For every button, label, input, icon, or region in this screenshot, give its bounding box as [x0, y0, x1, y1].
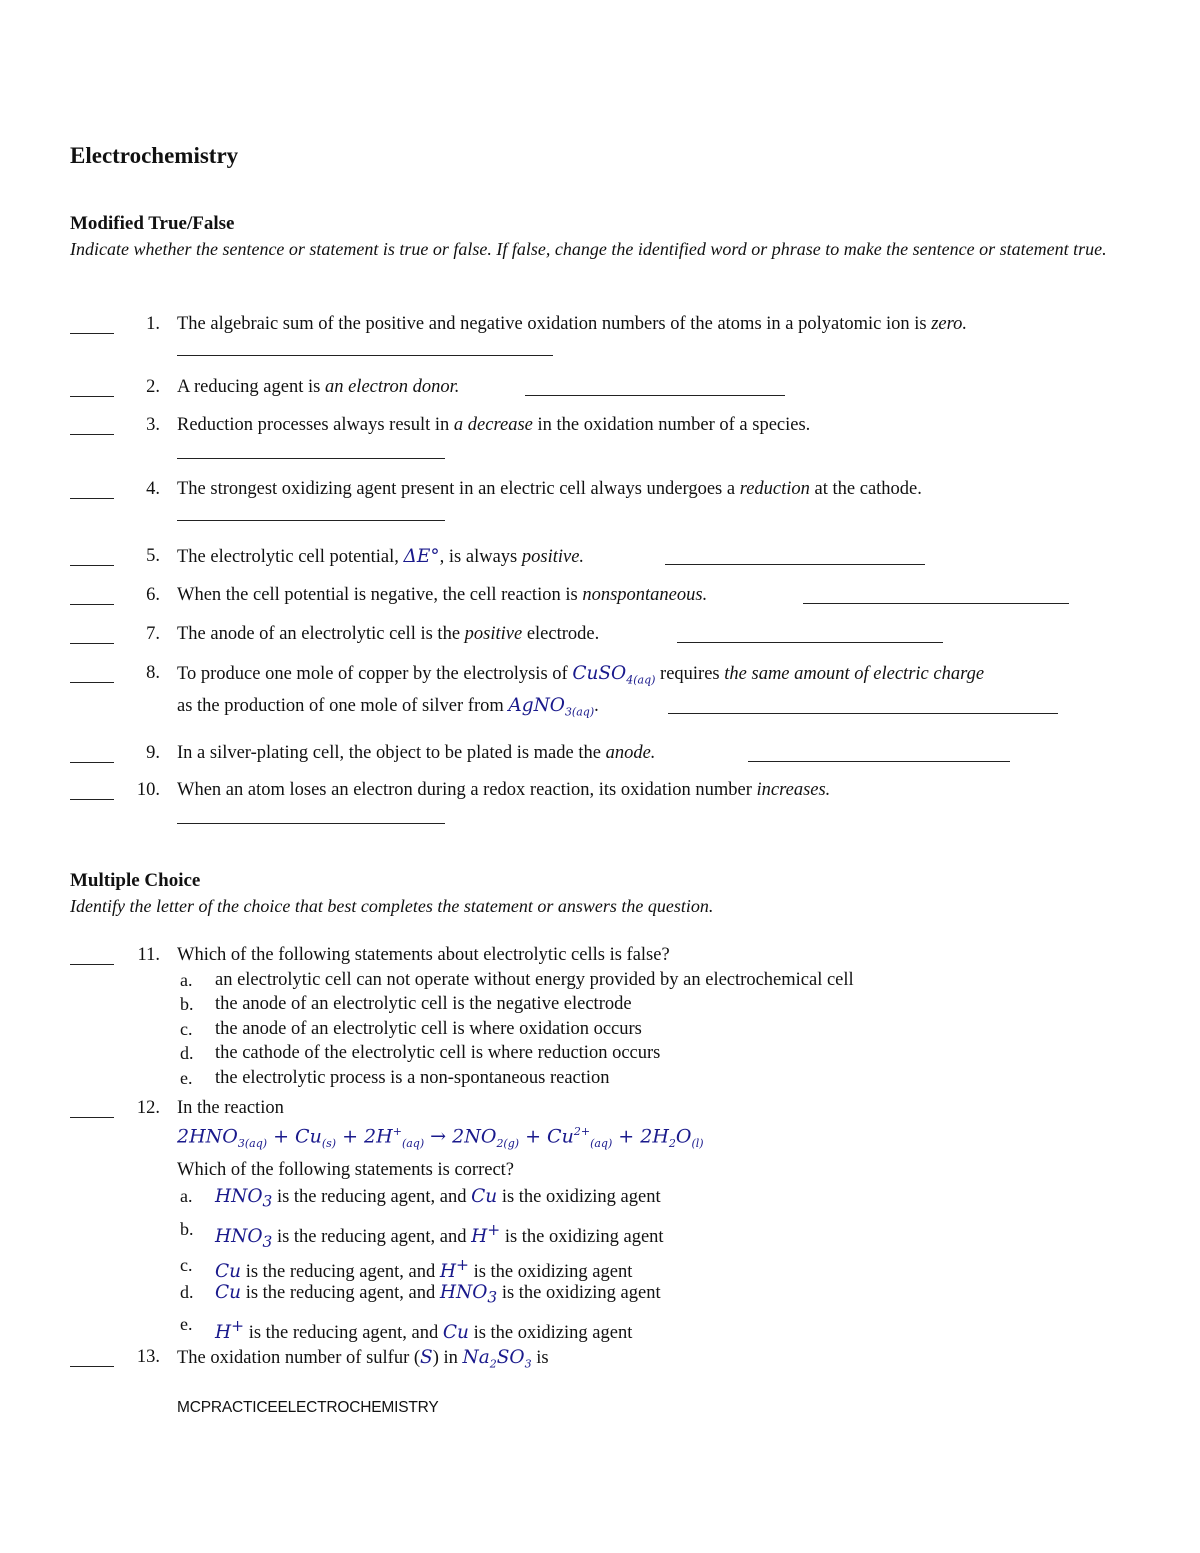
choice-letter: e. [180, 1314, 193, 1334]
formula-na2so3: $Na_2SO_3$ [462, 1347, 532, 1371]
correction-blank-2[interactable] [525, 395, 785, 396]
question-number: 6. [146, 585, 160, 605]
question-number: 7. [146, 624, 160, 644]
question-text-7: The anode of an electrolytic cell is the positive electrode. [177, 624, 600, 644]
page-title: Electrochemistry [70, 143, 239, 168]
section-instructions: Indicate whether the sentence or statement is true or false. If false, change the identified word or phrase to make the sentence or statement true. [70, 239, 1107, 259]
question-text-1: The algebraic sum of the positive and negative oxidation numbers of the atoms in a polyatomic ion is zero. [177, 314, 968, 334]
choice-text[interactable]: Cu is the reducing agent, and $HNO_3$ is the oxidizing agent [215, 1282, 661, 1307]
delta-e-symbol: ΔE° [403, 546, 440, 567]
correction-blank-3[interactable] [177, 458, 445, 459]
choice-letter: d. [180, 1043, 194, 1063]
question-text-4: The strongest oxidizing agent present in an electric cell always undergoes a reduction at the cathode. [177, 479, 922, 499]
choice-text[interactable]: $HNO_3$ is the reducing agent, and H+ is the oxidizing agent [215, 1221, 664, 1251]
section-heading-multiple-choice: Multiple Choice [70, 870, 201, 891]
correction-blank-5[interactable] [665, 564, 925, 565]
formula-agno3: AgNO$_{3(aq)}$ [508, 695, 595, 719]
answer-blank-2[interactable] [70, 396, 114, 397]
question-text-5: The electrolytic cell potential, ΔE°, is always positive. [177, 546, 585, 567]
question-text-2: A reducing agent is an electron donor. [177, 377, 460, 397]
correction-blank-1[interactable] [177, 355, 553, 356]
question-stem-12: In the reaction [177, 1098, 284, 1118]
reaction-equation: $2HNO_{3(aq)} + Cu_{(s)} + 2H^+_{(aq)} \to 2NO_{2(g)} + Cu^{2+}_{(aq)} + 2H_2O_{(l)}$ [177, 1125, 704, 1151]
answer-blank-8[interactable] [70, 682, 114, 683]
answer-blank-5[interactable] [70, 565, 114, 566]
answer-blank-4[interactable] [70, 498, 114, 499]
question-number: 4. [146, 479, 160, 499]
answer-blank-11[interactable] [70, 964, 114, 965]
question-stem-13: The oxidation number of sulfur (S) in $Na_2SO_3$ is [177, 1347, 549, 1371]
question-number: 2. [146, 377, 160, 397]
choice-text[interactable]: the anode of an electrolytic cell is the negative electrode [215, 994, 632, 1014]
correction-blank-9[interactable] [748, 761, 1010, 762]
choice-text[interactable]: $HNO_3$ is the reducing agent, and Cu is the oxidizing agent [215, 1186, 661, 1211]
choice-text[interactable]: the anode of an electrolytic cell is where oxidation occurs [215, 1019, 642, 1039]
question-text-3: Reduction processes always result in a decrease in the oxidation number of a species. [177, 415, 811, 435]
answer-blank-7[interactable] [70, 643, 114, 644]
question-text-8-line2: as the production of one mole of silver from AgNO$_{3(aq)}$. [177, 695, 599, 719]
question-number: 13. [136, 1347, 160, 1367]
correction-blank-4[interactable] [177, 520, 445, 521]
question-number: 11. [137, 945, 160, 965]
choice-letter: b. [180, 1219, 194, 1239]
answer-blank-6[interactable] [70, 604, 114, 605]
question-number: 9. [146, 743, 160, 763]
question-number: 10. [136, 780, 160, 800]
question-text-9: In a silver-plating cell, the object to be plated is made the anode. [177, 743, 656, 763]
answer-blank-1[interactable] [70, 333, 114, 334]
correction-blank-7[interactable] [677, 642, 943, 643]
choice-letter: e. [180, 1068, 193, 1088]
choice-letter: c. [180, 1019, 193, 1039]
choice-text[interactable]: an electrolytic cell can not operate without energy provided by an electrochemical cell [215, 970, 854, 990]
question-number: 3. [146, 415, 160, 435]
answer-blank-9[interactable] [70, 762, 114, 763]
choice-letter: a. [180, 1186, 193, 1206]
section-heading-true-false: Modified True/False [70, 213, 235, 234]
question-number: 8. [146, 663, 160, 683]
answer-blank-10[interactable] [70, 799, 114, 800]
correction-blank-10[interactable] [177, 823, 445, 824]
question-number: 1. [146, 314, 160, 334]
answer-blank-3[interactable] [70, 434, 114, 435]
choice-text[interactable]: Cu is the reducing agent, and H+ is the oxidizing agent [215, 1256, 633, 1283]
choice-text[interactable]: the electrolytic process is a non-spontaneous reaction [215, 1068, 610, 1088]
question-text-6: When the cell potential is negative, the cell reaction is nonspontaneous. [177, 585, 708, 605]
choice-letter: b. [180, 994, 194, 1014]
question-prompt-12: Which of the following statements is correct? [177, 1160, 515, 1180]
choice-letter: c. [180, 1255, 193, 1275]
question-text-10: When an atom loses an electron during a redox reaction, its oxidation number increases. [177, 780, 831, 800]
section-instructions-mc: Identify the letter of the choice that best completes the statement or answers the question. [70, 896, 714, 916]
answer-blank-12[interactable] [70, 1117, 114, 1118]
question-number: 5. [146, 546, 160, 566]
correction-blank-6[interactable] [803, 603, 1069, 604]
question-text-8: To produce one mole of copper by the electrolysis of CuSO$_{4(aq)}$ requires the same amount of electric charge [177, 663, 985, 687]
choice-letter: a. [180, 970, 193, 990]
choice-text[interactable]: the cathode of the electrolytic cell is where reduction occurs [215, 1043, 661, 1063]
choice-text[interactable]: H+ is the reducing agent, and Cu is the oxidizing agent [215, 1317, 633, 1344]
choice-letter: d. [180, 1282, 194, 1302]
formula-cuso4: CuSO$_{4(aq)}$ [572, 663, 656, 687]
page-footer: MCPRACTICEELECTROCHEMISTRY [177, 1399, 439, 1416]
question-stem-11: Which of the following statements about electrolytic cells is false? [177, 945, 670, 965]
correction-blank-8[interactable] [668, 713, 1058, 714]
question-number: 12. [136, 1098, 160, 1118]
answer-blank-13[interactable] [70, 1366, 114, 1367]
